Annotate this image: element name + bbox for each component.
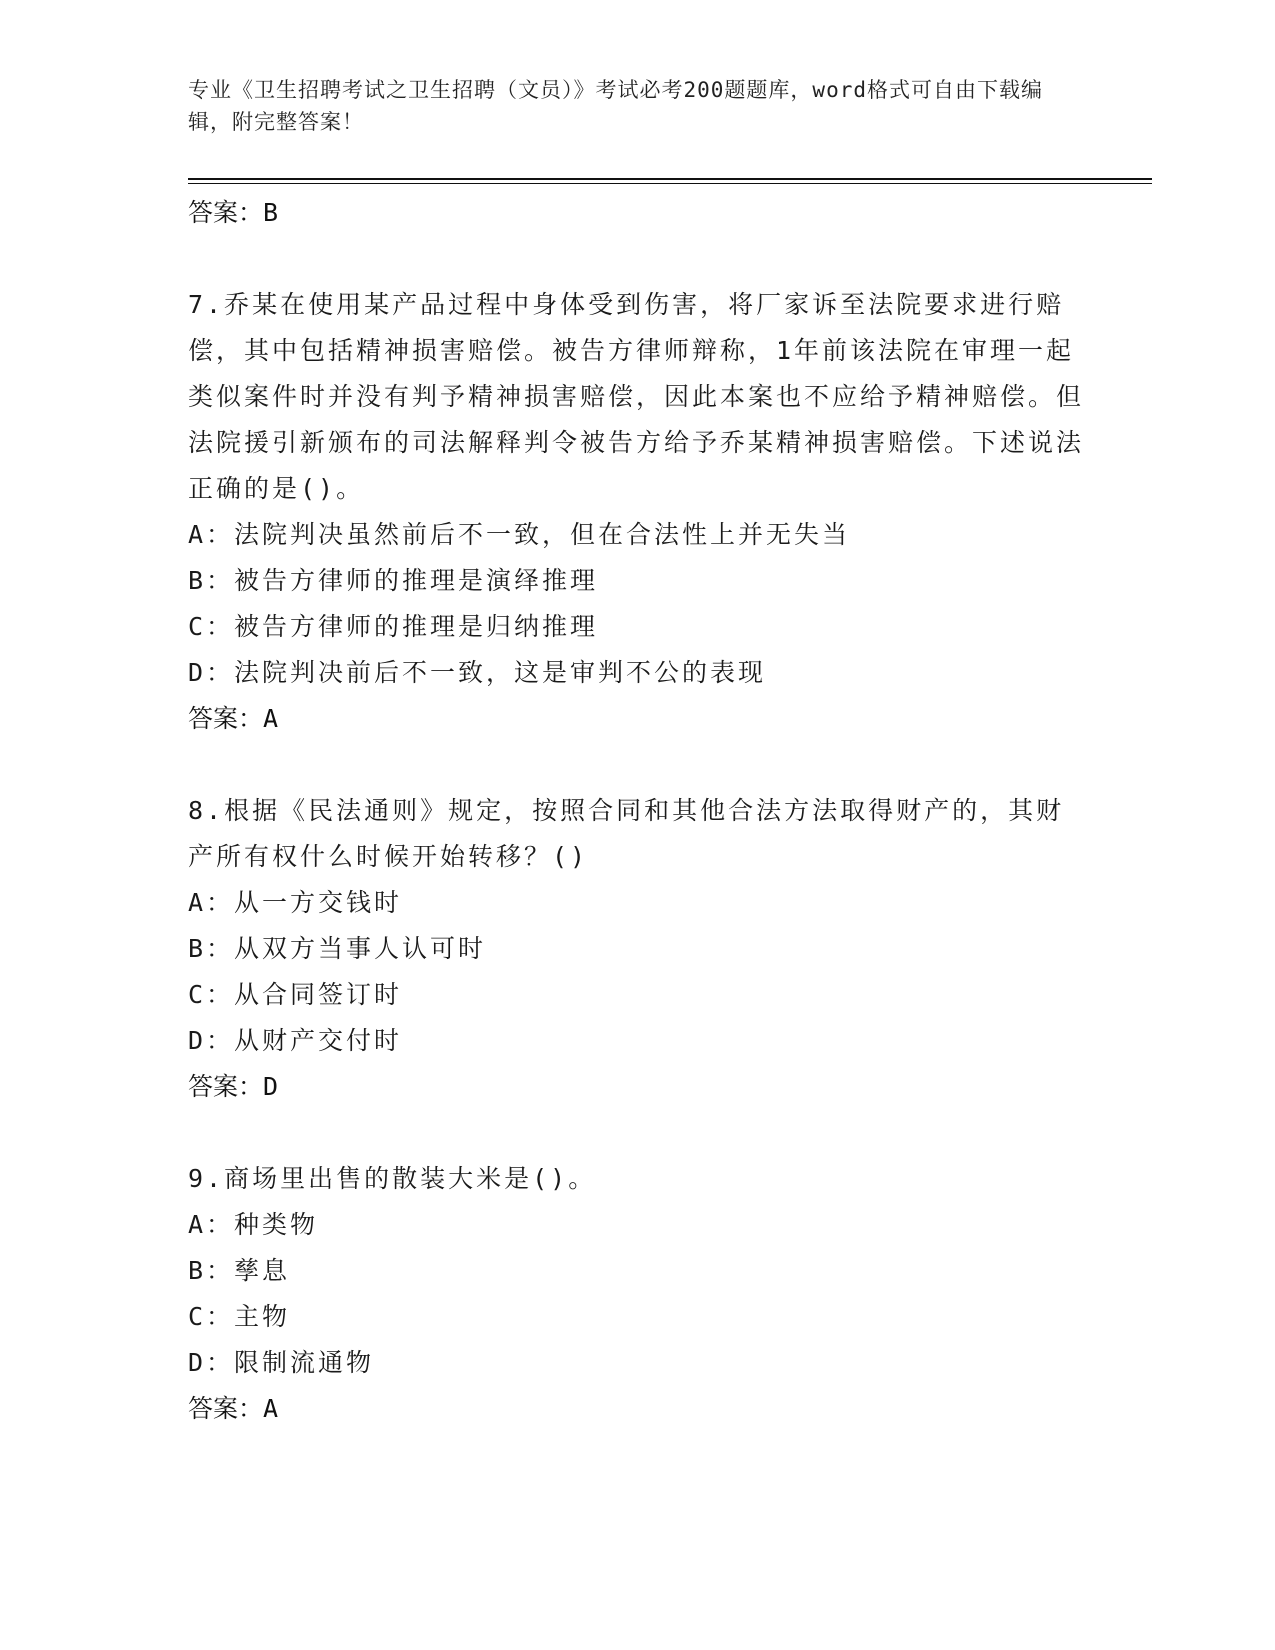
question-stem: 7.乔某在使用某产品过程中身体受到伤害，将厂家诉至法院要求进行赔偿，其中包括精神损害赔偿。被告方律师辩称，1年前该法院在审理一起类似案件时并没有判予精神损害赔偿，因此本案也不应给予精神赔偿。但法院援引新颁布的司法解释判令被告方给予乔某精神损害赔偿。下述说法正确的是()。 bbox=[188, 290, 1085, 503]
option-a: A：种类物 bbox=[188, 1210, 319, 1239]
option-a: A：从一方交钱时 bbox=[188, 888, 403, 917]
option-c: C：从合同签订时 bbox=[188, 980, 403, 1009]
question-stem: 8.根据《民法通则》规定，按照合同和其他合法方法取得财产的，其财产所有权什么时候开始转移？() bbox=[188, 796, 1065, 871]
option-b: B：孳息 bbox=[188, 1256, 291, 1285]
answer-label: 答案： bbox=[188, 198, 264, 227]
question-7 bbox=[188, 282, 1088, 742]
answer-value: A bbox=[263, 704, 279, 733]
answer-line bbox=[188, 696, 1088, 742]
document-body bbox=[188, 190, 1088, 1432]
header-divider-thick bbox=[188, 178, 1152, 180]
answer-line bbox=[188, 1386, 1088, 1432]
spacer bbox=[188, 236, 1088, 282]
question-9 bbox=[188, 1156, 1088, 1432]
answer-line bbox=[188, 190, 1088, 236]
option-c: C：主物 bbox=[188, 1302, 291, 1331]
option-a: A：法院判决虽然前后不一致，但在合法性上并无失当 bbox=[188, 520, 851, 549]
question-8 bbox=[188, 788, 1088, 1110]
answer-value: D bbox=[263, 1072, 279, 1101]
header-divider-thin bbox=[188, 183, 1152, 184]
spacer bbox=[188, 1110, 1088, 1156]
answer-label: 答案： bbox=[188, 1394, 264, 1423]
answer-label: 答案： bbox=[188, 1072, 264, 1101]
option-c: C：被告方律师的推理是归纳推理 bbox=[188, 612, 599, 641]
document-header: 专业《卫生招聘考试之卫生招聘（文员）》考试必考200题题库，word格式可自由下载编辑，附完整答案！ bbox=[188, 78, 1043, 134]
question-stem: 9.商场里出售的散装大米是()。 bbox=[188, 1164, 597, 1193]
spacer bbox=[188, 742, 1088, 788]
option-d: D：限制流通物 bbox=[188, 1348, 375, 1377]
option-b: B：被告方律师的推理是演绎推理 bbox=[188, 566, 599, 595]
option-d: D：从财产交付时 bbox=[188, 1026, 403, 1055]
option-d: D：法院判决前后不一致，这是审判不公的表现 bbox=[188, 658, 767, 687]
answer-value: B bbox=[263, 198, 279, 227]
answer-value: A bbox=[263, 1394, 279, 1423]
option-b: B：从双方当事人认可时 bbox=[188, 934, 487, 963]
answer-line bbox=[188, 1064, 1088, 1110]
answer-label: 答案： bbox=[188, 704, 264, 733]
